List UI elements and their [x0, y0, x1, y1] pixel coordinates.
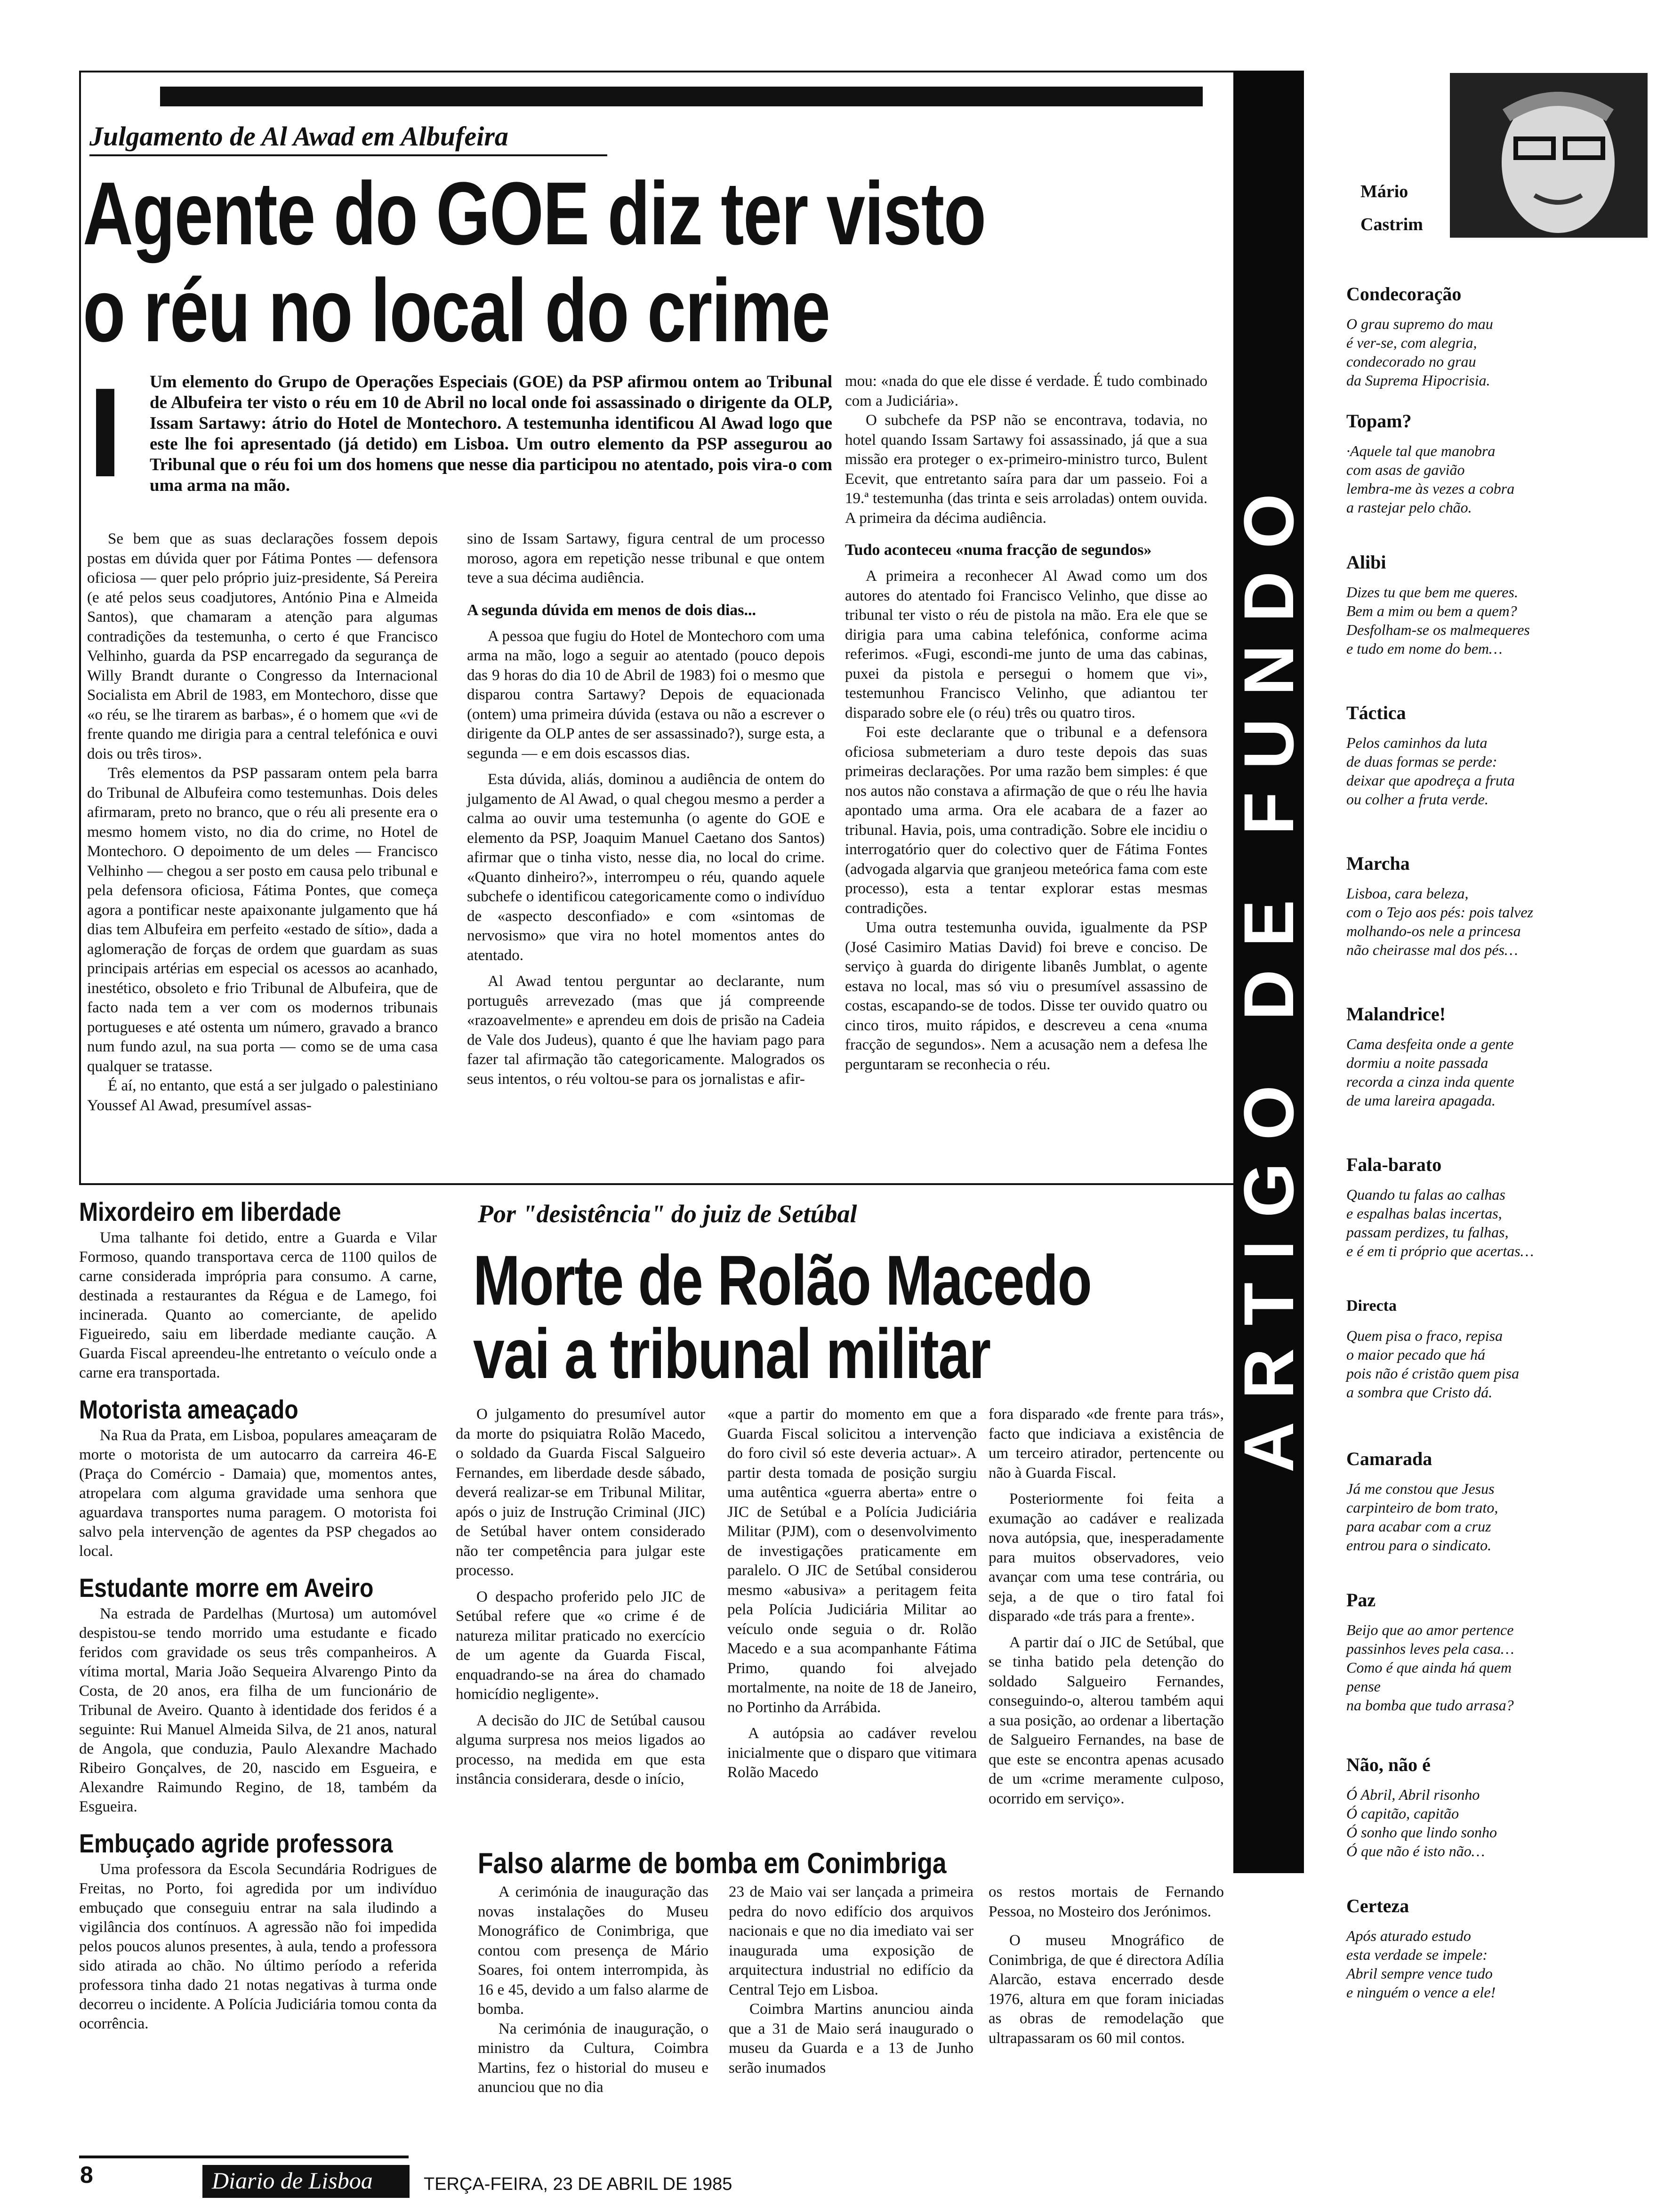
poem-block: [1346, 701, 1648, 852]
brief-body: [79, 1604, 437, 1817]
paragraph: O subchefe da PSP não se encontrava, todavia, no hotel quando Issam Sartawy foi assassinado, já que a sua missão era proteger o ex-primeiro-ministro turco, Bulent Ecevit, que entretanto saíra para dar um passeio. Foi a 19.ª testemunha (das trinta e seis arroladas) ontem ouvida. A primeira da décima audiência.: [845, 412, 1207, 527]
macedo-kicker: Por "desistência" do juiz de Setúbal: [478, 1200, 857, 1228]
footer-rule: [79, 2156, 409, 2158]
author-photo: [1450, 73, 1648, 238]
macedo-headline-line2: vai a tribunal militar: [473, 1314, 990, 1393]
paragraph: Na Rua da Prata, em Lisboa, populares ameaçaram de morte o motorista de um autocarro da carreira 46-E (Praça do Comércio - Damaia) que, momentos antes, atropelara com alguma gravidade uma senhora que aguardava transportes numa paragem. O motorista foi salvo pela intervenção de agentes da PSP chegados ao local.: [79, 1427, 437, 1560]
author-first-name: Mário: [1360, 182, 1408, 201]
poem-title: Fala-barato: [1346, 1154, 1442, 1175]
poem-title: Directa: [1346, 1297, 1397, 1314]
issue-date: TERÇA-FEIRA, 23 DE ABRIL DE 1985: [424, 2174, 732, 2194]
paragraph: A cerimónia de inauguração das novas instalações do Museu Monográfico de Conimbriga, que contou com presença de Mário Soares, foi ontem interrompida, às 16 e 45, devido a um falso alarme de bomba.: [478, 1883, 708, 2018]
masthead: Diario de Lisboa: [212, 2167, 373, 2194]
poem-text: Após aturado estudo esta verdade se impele: Abril sempre vence tudo e ninguém o vence a ele!: [1346, 1927, 1496, 2001]
bomba-headline: Falso alarme de bomba em Conimbriga: [478, 1847, 947, 1880]
poem-block: [1346, 1588, 1648, 1753]
poem-block: [1346, 409, 1648, 551]
poem-title: Alibi: [1346, 552, 1386, 573]
paragraph: fora disparado «de frente para trás», facto que indiciava a existência de um terceiro atirador, pertencente ou não à Guarda Fiscal.: [989, 1406, 1224, 1482]
paragraph: sino de Issam Sartawy, figura central de um processo moroso, agora em repetição nesse tribunal e que ontem teve a sua décima audiência.: [467, 530, 825, 586]
paragraph: Al Awad tentou perguntar ao declarante, num português arrevezado (mas que já compreende «razoavelmente» e aprendeu em dois de prisão na Cadeia de Vale dos Judeus), quanto é que lhe haviam pago para fazer tal afirmação tão categoricamente. Malogrados os seus intentos, o réu voltou-se para os jornalistas e afir-: [467, 973, 825, 1088]
paragraph: A partir daí o JIC de Setúbal, que se tinha batido pela detenção do soldado Salgueiro Fernandes, conseguindo-o, alterou também aqui a sua posição, ao ordenar a libertação de Salgueiro Fernandes, na base de que este se encontra apenas acusado de um «crime meramente culposo, ocorrido em serviço».: [989, 1634, 1224, 1807]
author-portrait-icon: [1450, 73, 1648, 238]
macedo-column-1: [456, 1405, 705, 1789]
briefs-column: [79, 1195, 437, 2034]
poem-text: Quem pisa o fraco, repisa o maior pecado que há pois não é cristão quem pisa a sombra que Cristo dá.: [1346, 1327, 1520, 1401]
paragraph: É aí, no entanto, que está a ser julgado o palestiniano Youssef Al Awad, presumível assas-: [87, 1077, 438, 1114]
paragraph: Três elementos da PSP passaram ontem pela barra do Tribunal de Albufeira como testemunhas. Dois deles afirmaram, preto no branco, que o réu ali presente era o mesmo homem visto, no dia do crime, no Hotel de Montechoro. O depoimento de um deles — Francisco Velhinho — chegou a ser posto em causa pelo tribunal e pela defensora oficiosa, Fátima Pontes, que começa agora a pontificar neste apaixonante julgamento que há dias tem Albufeira em perfeito «estado de sítio», dada a aglomeração de forças de ordem que guardam as suas principais artérias em especial os acessos ao acanhado, inestético, obsoleto e frio Tribunal de Albufeira, que de facto nada tem a ver com os modernos tribunais portugueses e até ostenta um número, gravado a branco num fundo azul, na sua porta — como se de uma casa qualquer se tratasse.: [87, 765, 438, 1075]
poem-title: Certeza: [1346, 1895, 1409, 1916]
poem-title: Topam?: [1346, 410, 1412, 432]
paragraph: O despacho proferido pelo JIC de Setúbal refere que «o crime é de natureza militar praticado no exercício de um agente da Guarda Fiscal, enquadrando-se na área do chamado homicídio negligente».: [456, 1588, 705, 1703]
main-headline-line1: Agente do GOE diz ter visto: [83, 164, 986, 264]
paragraph: mou: «nada do que ele disse é verdade. É tudo combinado com a Judiciária».: [845, 373, 1207, 409]
poem-block: [1346, 1002, 1648, 1153]
brief-body: [79, 1426, 437, 1561]
paragraph: «que a partir do momento em que a Guarda Fiscal solicitou a intervenção do foro civil só este deveria actuar». A partir desta tomada de posição surgiu uma autêntica «guerra aberta» entre o JIC de Setúbal e a Polícia Judiciária Militar (PJM), com o desenvolvimento de investigações praticamente em paralelo. O JIC de Setúbal considerou mesmo «abusiva» a peritagem feita pela Polícia Judiciária Militar ao veículo onde seguia o dr. Rolão Macedo e a sua acompanhante Fátima Primo, quando foi alvejado mortalmente, na noite de 18 de Janeiro, no Portinho da Arrábida.: [727, 1406, 977, 1716]
poem-block: [1346, 1753, 1648, 1894]
poem-block: [1346, 1894, 1648, 2036]
bomba-column-1: [478, 1883, 708, 2098]
subhead-tudo-aconteceu: Tudo aconteceu «numa fracção de segundos»: [845, 541, 1152, 559]
paragraph: Na estrada de Pardelhas (Murtosa) um automóvel despistou-se tendo morrido uma estudante e ficado feridos com gravidade os seus três companheiros. A vítima mortal, Maria João Sequeira Alvarengo Pinto da Costa, de 20 anos, era filha de um funcionário de Tribunal de Aveiro. Quanto à identidade dos feridos é a seguinte: Rui Manuel Almeida Silva, de 21 anos, natural de Angola, que conduzia, Paulo Alexandre Machado Ribeiro Gonçalves, de 20, nascido em Esgueira, e Alexandre Raimundo Regino, de 18, também da Esgueira.: [79, 1605, 437, 1815]
brief-title: Estudante morre em Aveiro: [79, 1573, 374, 1603]
poem-title: Marcha: [1346, 853, 1410, 874]
paragraph: Uma professora da Escola Secundária Rodrigues de Freitas, no Porto, foi agredida por um indivíduo embuçado que conseguiu entrar na sala iludindo a vigilância dos contínuos. A agressão não foi impedida pelos poucos alunos presentes, à aula, tendo a professora sido atirada ao chão. No último período a referida professora tinha dado 21 notas negativas à turma onde decorreu o incidente. A Polícia Judiciária tomou conta da ocorrência.: [79, 1861, 437, 2032]
poem-block: [1346, 852, 1648, 1002]
poem-text: Já me constou que Jesus carpinteiro de bom trato, para acabar com a cruz entrou para o sindicato.: [1346, 1480, 1498, 1554]
poem-text: Quando tu falas ao calhas e espalhas balas incertas, passam perdizes, tu falhas, e é em ti próprio que acertas…: [1346, 1186, 1534, 1259]
dropcap: I: [88, 362, 123, 504]
poem-text: O grau supremo do mau é ver-se, com alegria, condecorado no grau da Suprema Hipocrisia.: [1346, 315, 1493, 389]
paragraph: 23 de Maio vai ser lançada a primeira pedra do novo edifício dos arquivos nacionais e que no dia imediato vai ser inaugurada uma exposição de arquitectura industrial no edifício da Central Tejo em Lisboa.: [729, 1883, 973, 1998]
paragraph: O museu Mnográfico de Conimbriga, de que é directora Adília Alarcão, estava encerrado desde 1976, altura em que foram iniciadas as obras de remodelação que ultrapassaram os 60 mil contos.: [989, 1932, 1224, 2047]
poem-text: Dizes tu que bem me queres. Bem a mim ou bem a quem? Desfolham-se os malmequeres e tudo em nome do bem…: [1346, 584, 1530, 657]
poem-title: Condecoração: [1346, 283, 1462, 305]
paragraph: A primeira a reconhecer Al Awad como um dos autores do atentado foi Francisco Velinho, que disse ao tribunal ter visto o réu de pistola na mão. Era ele que se dirigia para uma cabina telefónica, conforme acima referimos. «Fugi, escondi-me junto de uma das cabinas, puxei da pistola e persegui o homem que vi», testemunhou Francisco Velinho, que adiantou ter disparado sobre ele (o réu) três ou quatro tiros.: [845, 568, 1207, 721]
brief-title: Motorista ameaçado: [79, 1395, 298, 1424]
poem-text: Pelos caminhos da luta de duas formas se perde: deixar que apodreça a fruta ou colher a fruta verde.: [1346, 734, 1515, 808]
poem-text: Lisboa, cara beleza, com o Tejo aos pés: pois talvez molhando-os nele a princesa não cheirasse mal dos pés…: [1346, 885, 1534, 958]
main-article-lead: Um elemento do Grupo de Operações Especiais (GOE) da PSP afirmou ontem ao Tribunal de Albufeira ter visto o réu em 10 de Abril no local onde foi assassinado o dirigente da OLP, Issam Sartawy: átrio do Hotel de Montechoro. A testemunha identificou Al Awad logo que este lhe foi apresentado (já detido) em Lisboa. Um outro elemento da PSP assegurou ao Tribunal que o réu foi um dos homens que nesse dia participou no atentado, pois vira-o com uma arma na mão.: [150, 372, 832, 495]
poem-block: [1346, 282, 1648, 409]
paragraph: Coimbra Martins anunciou ainda que a 31 de Maio será inaugurado o museu da Guarda e a 13 de Junho serão inumados: [729, 2001, 973, 2076]
artigo-de-fundo-bar: [1229, 71, 1308, 1873]
paragraph: os restos mortais de Fernando Pessoa, no Mosteiro dos Jerónimos.: [989, 1883, 1224, 1920]
vertical-label-text: ARTIGO DE FUNDO: [1229, 471, 1308, 1473]
macedo-column-3: [989, 1405, 1224, 1809]
poem-text: Cama desfeita onde a gente dormiu a noite passada recorda a cinza inda quente de uma lareira apagada.: [1346, 1035, 1514, 1109]
poem-block: [1346, 1153, 1648, 1294]
poems-column: [1346, 282, 1648, 2036]
brief-title: Embuçado agride professora: [79, 1828, 393, 1858]
poem-title: Camarada: [1346, 1448, 1432, 1469]
poem-title: Malandrice!: [1346, 1003, 1446, 1025]
vertical-label: [1229, 71, 1308, 1873]
brief-body: [79, 1860, 437, 2034]
macedo-headline-line1: Morte de Rolão Macedo: [473, 1241, 1092, 1320]
page-number: 8: [80, 2162, 93, 2188]
paragraph: O julgamento do presumível autor da morte do psiquiatra Rolão Macedo, o soldado da Guarda Fiscal Salgueiro Fernandes, em liberdade desde sábado, deverá realizar-se em Tribunal Militar, após o juiz de Instrução Criminal (JIC) de Setúbal haver ontem considerado não ter competência para julgar este processo.: [456, 1406, 705, 1579]
main-article-column-3: [845, 372, 1207, 1074]
author-last-name: Castrim: [1360, 215, 1423, 234]
brief-title: Mixordeiro em liberdade: [79, 1197, 341, 1226]
main-headline-line2: o réu no local do crime: [83, 261, 830, 361]
poem-text: Ó Abril, Abril risonho Ó capitão, capitão Ó sonho que lindo sonho Ó que não é isto não…: [1346, 1786, 1497, 1859]
poem-title: Táctica: [1346, 702, 1406, 723]
brief-body: [79, 1228, 437, 1383]
main-article-top-bar: [160, 87, 1203, 106]
poem-block: [1346, 551, 1648, 701]
paragraph: Esta dúvida, aliás, dominou a audiência de ontem do julgamento de Al Awad, o qual chegou mesmo a perder a calma ao ouvir uma testemunha (o agente do GOE e elemento da PSP, Joaquim Manuel Caetano dos Santos) afirmar que o tinha visto, nesse dia, no local do crime. «Quanto dinheiro?», interrompeu o réu, quando aquele subchefe o identificou categoricamente como o indivíduo de «aspecto desconfiado» e com «sintomas de nervosismo» que vira no hotel momentos antes do atentado.: [467, 771, 825, 964]
kicker-underline: [89, 154, 607, 156]
bomba-column-2: [729, 1883, 973, 2078]
subhead-segunda-duvida: A segunda dúvida em menos de dois dias...: [467, 601, 756, 619]
bomba-column-3: [989, 1883, 1224, 2048]
paragraph: A autópsia ao cadáver revelou inicialmente que o disparo que vitimara Rolão Macedo: [727, 1725, 977, 1781]
paragraph: Uma talhante foi detido, entre a Guarda e Vilar Formoso, quando transportava cerca de 1100 quilos de carne considerada imprópria para consumo. A carne, destinada a restaurantes da Régua e de Lamego, foi incinerada. Quanto ao comerciante, de apelido Figueiredo, saiu em liberdade mediante caução. A Guarda Fiscal apreendeu-lhe entretanto o veículo onde a carne era transportada.: [79, 1229, 437, 1381]
paragraph: A decisão do JIC de Setúbal causou alguma surpresa nos meios ligados ao processo, na medida em que esta instância considerara, desde o início,: [456, 1712, 705, 1787]
paragraph: Na cerimónia de inauguração, o ministro da Cultura, Coimbra Martins, fez o historial do museu e anunciou que no dia: [478, 2020, 708, 2096]
poem-block: [1346, 1294, 1648, 1447]
macedo-headline: [473, 1242, 1132, 1391]
poem-title: Não, não é: [1346, 1754, 1431, 1775]
main-article-column-1: [87, 529, 438, 1115]
main-article-column-2: [467, 529, 825, 1089]
main-article-kicker: Julgamento de Al Awad em Albufeira: [89, 121, 508, 152]
paragraph: Foi este declarante que o tribunal e a defensora oficiosa submeteriam a duro teste depois das suas primeiras declarações. Por uma razão bem simples: é que nos autos não constava a afirmação de que o réu lhe havia apontado uma arma. Ora ele acabara de a fazer ao tribunal. Havia, pois, uma contradição. Sobre ele incidiu o interrogatório quer do colectivo quer de Fátima Fontes (advogada algarvia que granjeou meteórica fama com este processo), esta a tentar explorar estas mesmas contradições.: [845, 724, 1207, 917]
macedo-column-2: [727, 1405, 977, 1783]
poem-text: Beijo que ao amor pertence passinhos leves pela casa… Como é que ainda há quem pense na bomba que tudo arrasa?: [1346, 1621, 1514, 1714]
paragraph: Se bem que as suas declarações fossem depois postas em dúvida quer por Fátima Pontes — defensora oficiosa — quer pelo próprio juiz-presidente, Sá Pereira (e até pelos seus coadjutores, António Pina e Almeida Santos), que chamaram a atenção para algumas contradições da testemunha, o certo é que Francisco Velhinho, guarda da PSP encarregado da segurança de Willy Brandt durante o Congresso da Internacional Socialista em Abril de 1983, em Montechoro, disse que «o réu, se lhe tirarem as barbas», é o homem que «vi de frente quando me dirigia para a central telefónica e ouvi dois ou três tiros».: [87, 530, 438, 762]
poem-block: [1346, 1447, 1648, 1588]
paragraph: Posteriormente foi feita a exumação ao cadáver e realizada nova autópsia, que, inesperadamente para muitos observadores, veio avançar com uma tese contrária, ou seja, a de que o tiro fatal foi disparado «de trás para a frente».: [989, 1491, 1224, 1625]
poem-text: ·Aquele tal que manobra com asas de gavião lembra-me às vezes a cobra a rastejar pelo chão.: [1346, 442, 1515, 516]
poem-title: Paz: [1346, 1589, 1376, 1611]
paragraph: A pessoa que fugiu do Hotel de Montechoro com uma arma na mão, logo a seguir ao atentado (pouco depois das 9 horas do dia 10 de Abril de 1983) foi o mesmo que disparou contra Sartawy? Depois de equacionada (ontem) uma primeira dúvida (estava ou não a escrever o dirigente da OLP antes de ser assassinado?), surge esta, a segunda — e em dois escassos dias.: [467, 627, 825, 762]
paragraph: Uma outra testemunha ouvida, igualmente da PSP (José Casimiro Matias David) foi breve e conciso. De serviço à guarda do dirigente libanês Jumblat, o agente estava no local, mas só viu o presumível assassino de costas, escapando-se de todos. Disse ter ouvido quatro ou cinco tiros, muito rápidos, e descreveu a cena «numa fracção de segundos». Nem a acusação nem a defesa lhe perguntaram se reconhecia o réu.: [845, 919, 1207, 1073]
main-headline: [83, 164, 1166, 364]
